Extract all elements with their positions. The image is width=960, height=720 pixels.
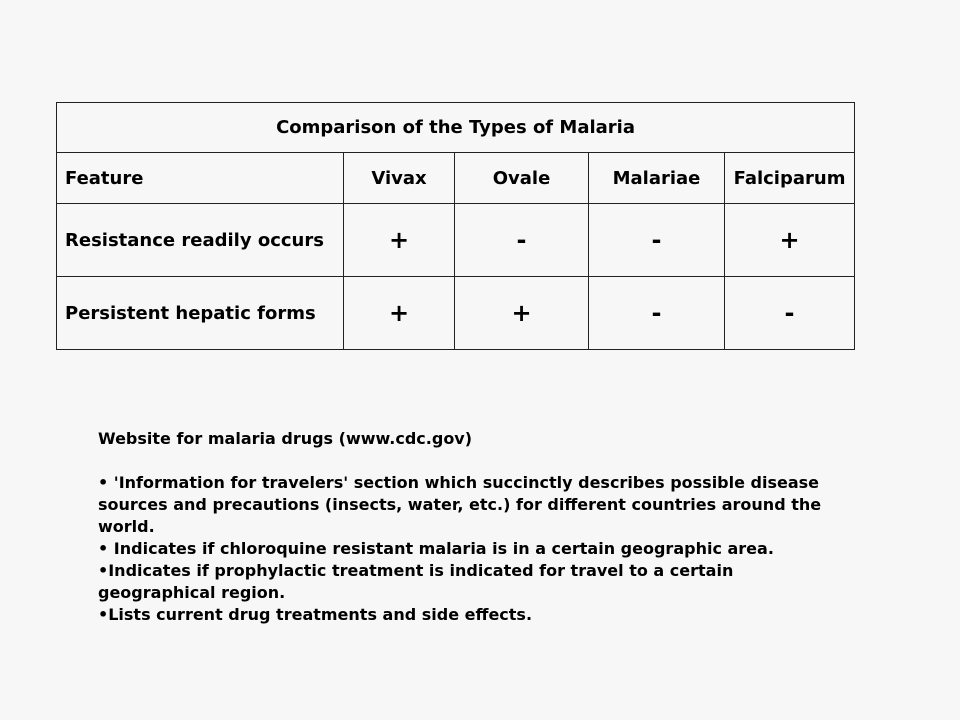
notes-heading: Website for malaria drugs (www.cdc.gov): [98, 429, 473, 448]
row-feature-label: Persistent hepatic forms: [57, 277, 344, 350]
bullet-item: •Indicates if prophylactic treatment is indicated for travel to a certain geographical region.: [98, 561, 734, 602]
cell-falciparum: +: [725, 204, 855, 277]
cell-malariae: -: [589, 204, 725, 277]
table-row: [57, 204, 855, 277]
header-vivax: Vivax: [344, 153, 455, 204]
cell-vivax: +: [344, 277, 455, 350]
table-title-row: [57, 103, 855, 153]
table-header-row: [57, 153, 855, 204]
cell-falciparum: -: [725, 277, 855, 350]
header-feature: Feature: [57, 153, 344, 204]
bullet-item: • Indicates if chloroquine resistant malaria is in a certain geographic area.: [98, 539, 774, 558]
table-title: Comparison of the Types of Malaria: [57, 103, 855, 153]
cell-malariae: -: [589, 277, 725, 350]
header-malariae: Malariae: [589, 153, 725, 204]
notes-section: [98, 428, 838, 626]
malaria-comparison-table: [56, 102, 855, 350]
cell-ovale: +: [455, 277, 589, 350]
header-ovale: Ovale: [455, 153, 589, 204]
bullet-item: •Lists current drug treatments and side effects.: [98, 605, 533, 624]
row-feature-label: Resistance readily occurs: [57, 204, 344, 277]
table-row: [57, 277, 855, 350]
bullet-item: • 'Information for travelers' section which succinctly describes possible disease sources and precautions (insects, water, etc.) for different countries around the world.: [98, 473, 822, 536]
cell-ovale: -: [455, 204, 589, 277]
header-falciparum: Falciparum: [725, 153, 855, 204]
cell-vivax: +: [344, 204, 455, 277]
